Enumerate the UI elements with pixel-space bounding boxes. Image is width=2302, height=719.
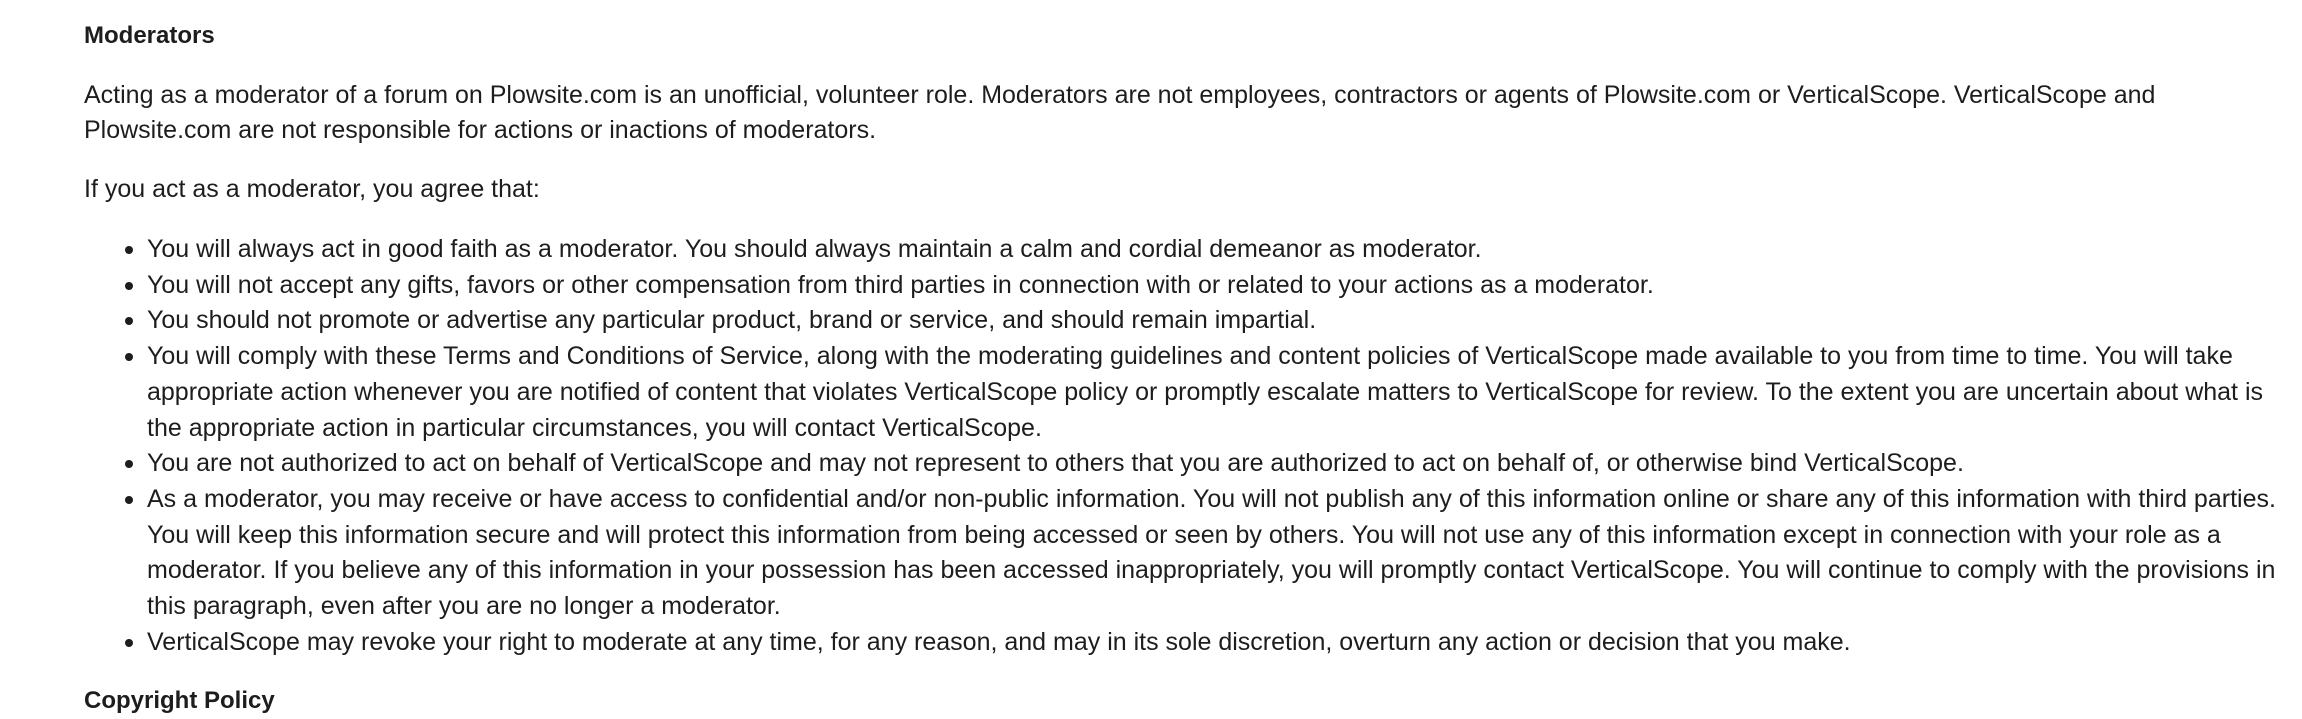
bullet-icon [125, 317, 133, 325]
moderator-rules-list [84, 232, 2302, 660]
list-item [147, 446, 2302, 482]
list-item [147, 339, 2302, 446]
list-item-text: You will not accept any gifts, favors or other compensation from third parties in connection with or related to your actions as a moderator. [147, 270, 1654, 299]
list-item-text: As a moderator, you may receive or have access to confidential and/or non-public information. You will not publish any of this information online or share any of this information with third parties. You will keep this information secure and will protect this information from being accessed or seen by others. You will not use any of this information except in connection with your role as a moderator. If you believe any of this information in your possession has been accessed inappropriately, you will promptly contact VerticalScope. You will continue to comply with the provisions in this paragraph, even after you are no longer a moderator. [147, 484, 2276, 621]
list-item-text: You are not authorized to act on behalf of VerticalScope and may not represent to others that you are authorized to act on behalf of, or otherwise bind VerticalScope. [147, 449, 1964, 478]
list-item-text: You should not promote or advertise any particular product, brand or service, and should remain impartial. [147, 306, 1317, 335]
list-item [147, 303, 2302, 339]
section-heading-copyright-policy: Copyright Policy [84, 687, 275, 714]
list-item-text: You will comply with these Terms and Conditions of Service, along with the moderating guidelines and content policies of VerticalScope made available to you from time to time. You will take appropriate action whenever you are notified of content that violates VerticalScope policy or promptly escalate matters to VerticalScope for review. To the extent you are uncertain about what is the appropriate action in particular circumstances, you will contact VerticalScope. [147, 342, 2264, 442]
list-item [147, 268, 2302, 304]
bullet-icon [125, 246, 133, 254]
list-item [147, 625, 2302, 661]
section-heading-moderators: Moderators [84, 22, 215, 49]
moderators-intro-paragraph: Acting as a moderator of a forum on Plowsite.com is an unofficial, volunteer role. Moderators are not employees, contractors or agents of Plowsite.com or VerticalScope. VerticalScope and Plowsite.com are not responsible for actions or inactions of moderators. [84, 81, 2156, 144]
list-item [147, 232, 2302, 268]
bullet-icon [125, 496, 133, 504]
bullet-icon [125, 282, 133, 290]
moderators-agree-lead: If you act as a moderator, you agree that: [84, 175, 540, 203]
list-item-text: You will always act in good faith as a moderator. You should always maintain a calm and cordial demeanor as moderator. [147, 235, 1482, 263]
list-item [147, 482, 2302, 625]
bullet-icon [125, 639, 133, 647]
bullet-icon [125, 353, 133, 361]
bullet-icon [125, 460, 133, 468]
list-item-text: VerticalScope may revoke your right to moderate at any time, for any reason, and may in its sole discretion, overturn any action or decision that you make. [147, 627, 1851, 656]
